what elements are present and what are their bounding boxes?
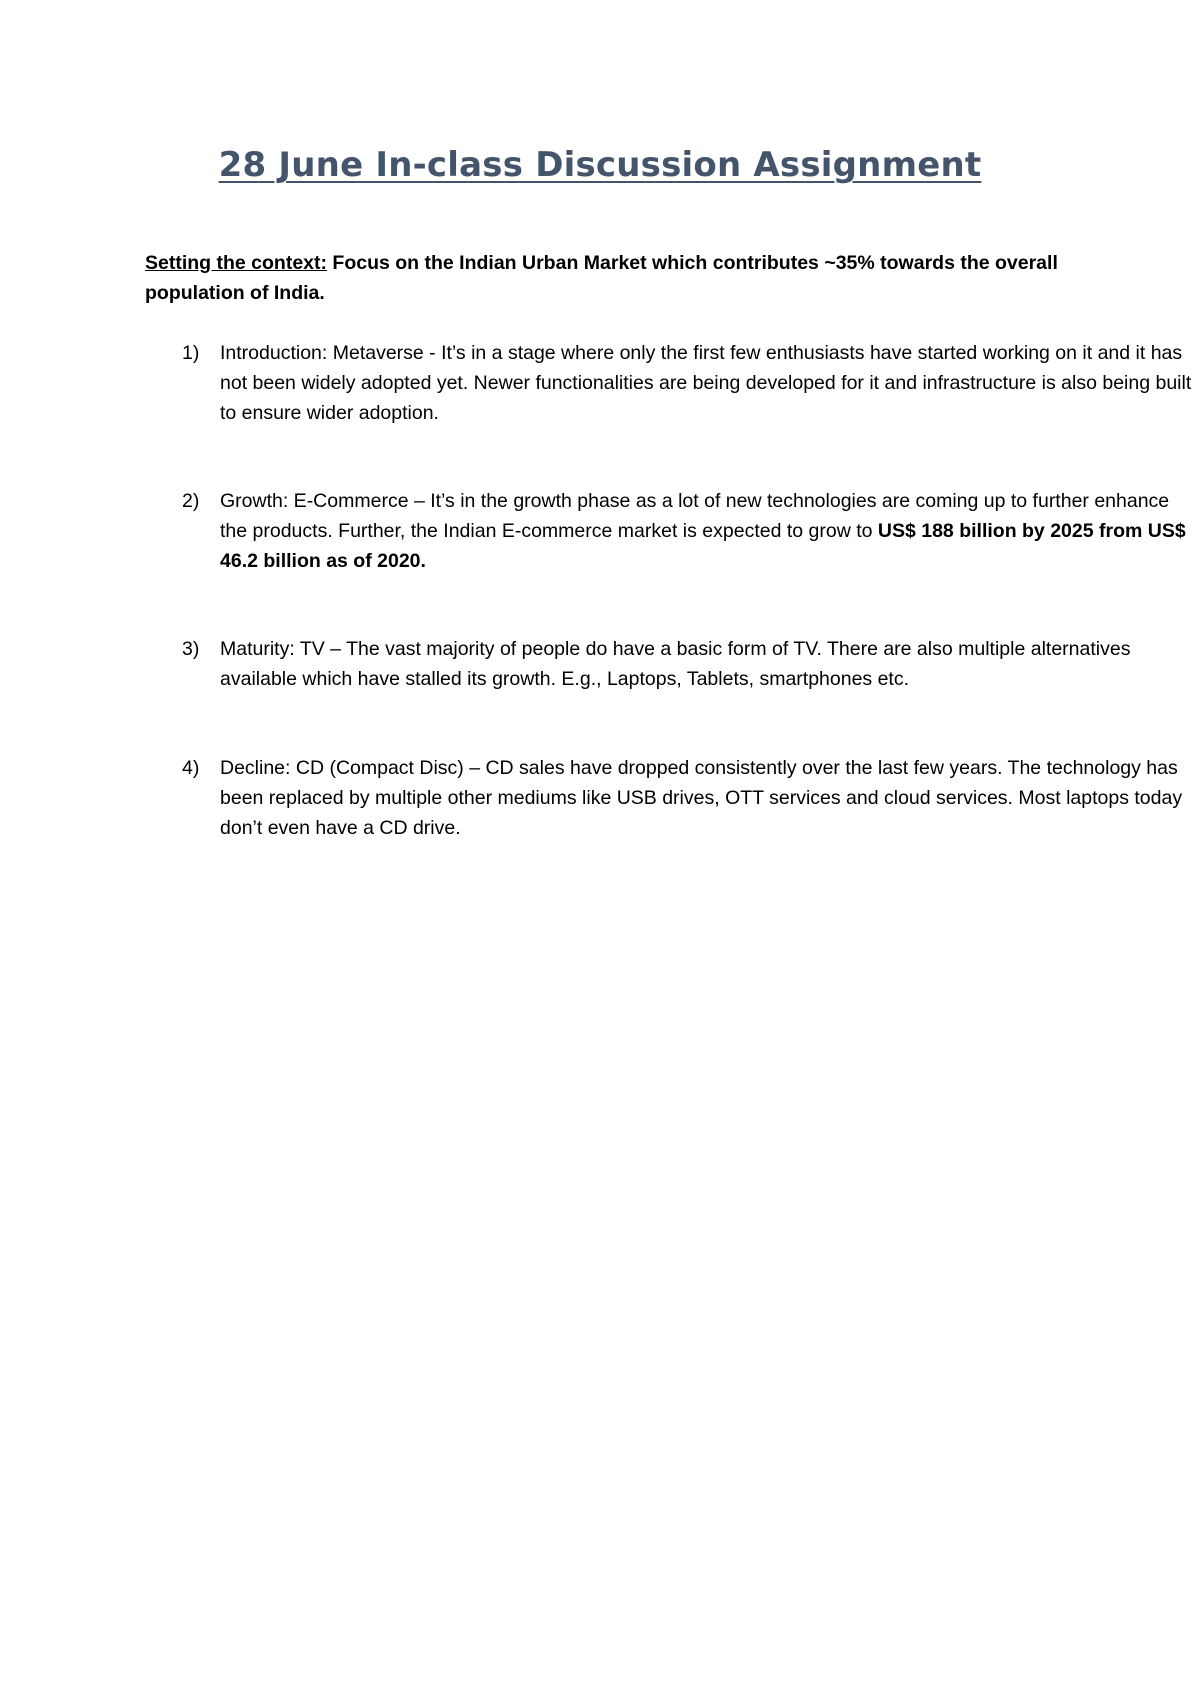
list-item-text: Maturity: TV – The vast majority of people do have a basic form of TV. There are also multiple alternatives available which have stalled its growth. E.g., Laptops, Tablets, smartphones etc. <box>220 638 1131 690</box>
list-item-number: 3) <box>182 638 200 660</box>
context-text: Focus on the Indian Urban Market which contributes ~35% towards the overall population of India. <box>145 252 1058 304</box>
growth-bold-figures: US$ 188 billion by 2025 from US$ 46.2 billion as of 2020 <box>220 520 1186 572</box>
growth-text: Growth: E-Commerce – It’s in the growth phase as a lot of new technologies are coming up to further enhance the products. Further, the Indian E-commerce market is expected to grow to <box>220 490 1170 542</box>
list-item-number: 4) <box>182 757 200 779</box>
list-item-text: Introduction: Metaverse - It’s in a stage where only the first few enthusiasts have started working on it and it has not been widely adopted yet. Newer functionalities are being developed for it and infrastructure is also being built to ensure wider adoption. <box>220 342 1192 424</box>
document-title: 28 June In-class Discussion Assignment <box>218 145 982 185</box>
list-item-text: Decline: CD (Compact Disc) – CD sales have dropped consistently over the last few years. The technology has been replaced by multiple other mediums like USB drives, OTT services and cloud services. Most laptops today don’t even have a CD drive. <box>220 757 1183 839</box>
context-label: Setting the context: <box>145 252 328 274</box>
list-item-number: 2) <box>182 490 200 512</box>
list-item-text <box>220 486 1200 576</box>
list-item-number: 1) <box>182 342 200 364</box>
context-paragraph <box>145 248 1065 308</box>
growth-end-punctuation: . <box>420 550 426 572</box>
